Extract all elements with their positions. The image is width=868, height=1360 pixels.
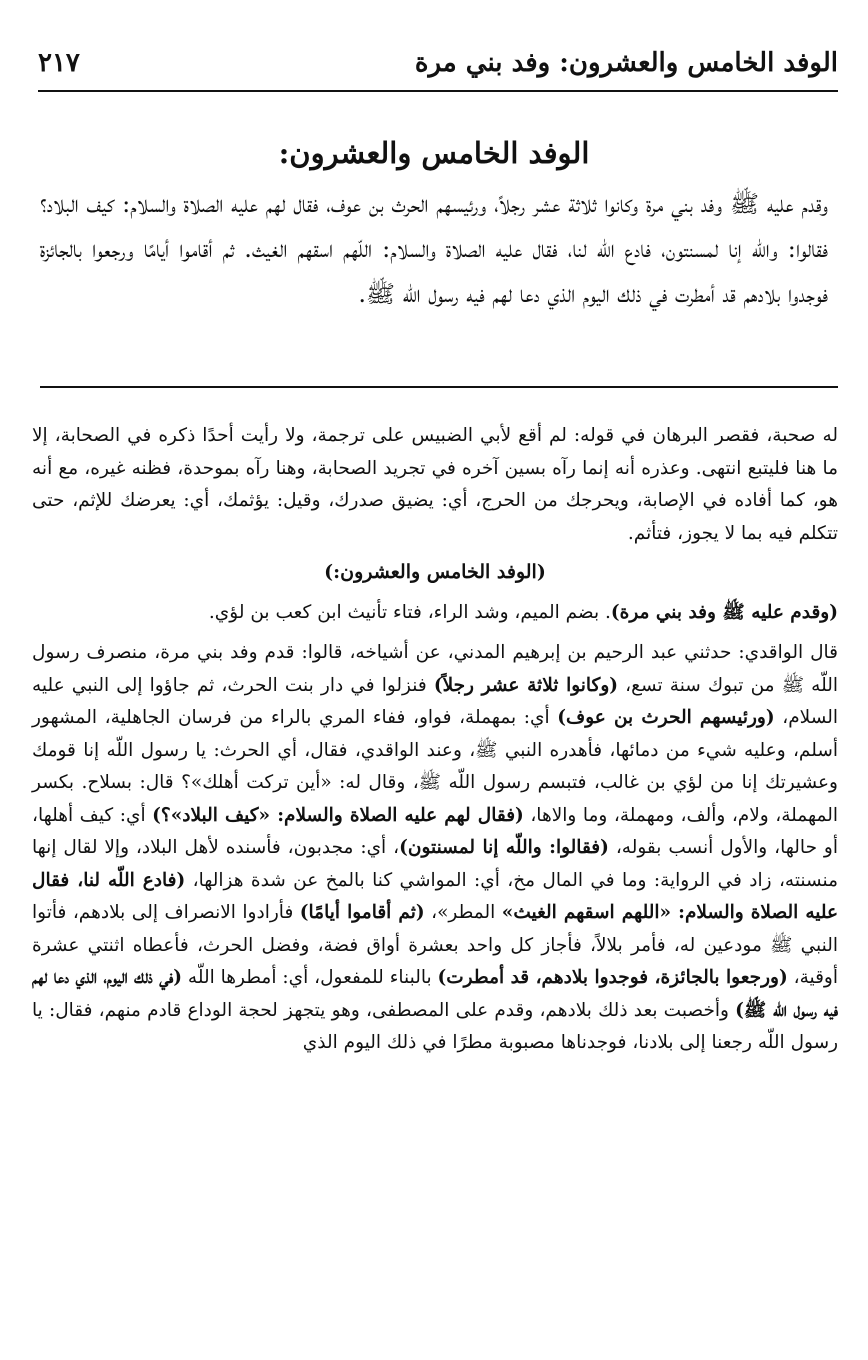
text-run: أي: كيف أهلها، أو حالها، والأول أنسب بقوله،: [32, 804, 839, 858]
commentary-block: [32, 420, 838, 1066]
commentary-paragraph-main: [32, 637, 838, 1060]
main-text-block: [40, 130, 828, 317]
lemma-quote: (ثم أقاموا أيامًا): [299, 902, 425, 923]
commentary-lemma-line: [32, 597, 838, 630]
text-run: وأخصبت بعد ذلك بلادهم، وقدم على المصطفى، وهو يتجهز لحجة الوداع قادم منهم، فقال: يا رسول اللّه رجعنا إلى بلادنا، فوجدناها مصبوبة مطرًا في ذلك اليوم الذي: [32, 999, 838, 1053]
lemma-explanation: . بضم الميم، وشد الراء، فتاء تأنيث ابن كعب بن لؤي.: [208, 601, 611, 623]
lemma-quote: (في ذلك اليوم، الذي دعا لهم فيه رسول اللّه ﷺ): [32, 967, 839, 1021]
lemma-quote: (فقال لهم عليه الصلاة والسلام: «كيف البلاد»؟): [152, 804, 524, 826]
running-title: الوفد الخامس والعشرون: وفد بني مرة: [414, 48, 838, 78]
commentary-paragraph: له صحبة، فقصر البرهان في قوله: لم أقع لأبي الضبيس على ترجمة، ولا رأيت أحدًا ذكره في الصحابة، إلا ما هنا فليتبع انتهى. وعذره أنه إنما رآه بسين آخره في تجريد الصحابة، وهنا رآه بموحدة، فظنه غيره، مع أنه هو، كما أفاده في الإصابة، ويحرجك من الحرج، أي: يضيق صدرك، وقيل: يؤثمك، أي: يعرضك للإثم، حتى تتكلم فيه بما لا يجوز، فتأثم.: [32, 425, 838, 544]
lemma-quote: (ورجعوا بالجائزة، فوجدوا بلادهم، قد أمطرت): [437, 967, 788, 988]
main-text-paragraph: وقدم عليه ﷺ وفد بني مرة وكانوا ثلاثة عشر رجلاً، ورئيسهم الحرث بن عوف، فقال لهم عليه الصلاة والسلام: كيف البلاد؟ فقالوا: والله إنا لمسنتون، فادع الله لنا، فقال عليه الصلاة والسلام: اللّهم اسقهم الغيث. ثم أقاموا أيامًا ورجعوا بالجائزة فوجدوا بلادهم قد أمطرت في ذلك اليوم الذي دعا لهم فيه رسول الله ﷺ.: [40, 190, 828, 308]
commentary-heading: (الوفد الخامس والعشرون:): [324, 561, 546, 583]
lemma-quote: (فادع اللّه لنا، فقال عليه الصلاة والسلام: «اللهم اسقهم الغيث»: [32, 869, 838, 923]
lemma-quote: (وقدم عليه ﷺ وفد بني مرة): [610, 601, 838, 623]
text-run: فنزلوا في دار بنت الحرث، ثم جاؤوا إلى النبي عليه السلام،: [32, 674, 838, 728]
text-run: بالبناء للمفعول، أي: أمطرها اللّه: [182, 967, 438, 988]
lemma-quote: (فقالوا: واللّه إنا لمسنتون): [399, 837, 609, 858]
page-header: [38, 34, 838, 92]
section-divider: [40, 386, 838, 388]
text-run: المطر»،: [424, 902, 502, 923]
text-run: قال الواقدي: حدثني عبد الرحيم بن إبرهيم المدني، عن أشياخه، قالوا: قدم وفد بني مرة، منصرف رسول اللّه ﷺ من تبوك سنة تسع،: [32, 642, 838, 696]
text-run: ، أي: مجدبون، فأسنده لأهل البلاد، وإلا لقال إنها منسنته، زاد في الرواية: وما في المال مخ، أي: المواشي كنا بالمخ عن شدة هزالها،: [32, 837, 838, 891]
page-number: ٢١٧: [38, 48, 80, 78]
text-run: أي: بمهملة، فواو، ففاء المري بالراء من فرسان الجاهلية، المشهور أسلم، وعليه شيء من دمائها، فأهدره النبي ﷺ، وعند الواقدي، فقال، أي الحرث: يا رسول اللّه إنا قومك وعشيرتك إنا من لؤي بن غالب، فتبسم رسول اللّه ﷺ، وقال له: «أين تركت أهلك»؟ قال: بسلاح. بكسر المهملة، ولام، وألف، ومهملة، وما والاها،: [32, 707, 838, 826]
lemma-quote: (ورئيسهم الحرث بن عوف): [557, 707, 775, 728]
section-heading: الوفد الخامس والعشرون:: [278, 136, 590, 170]
text-run: فأرادوا الانصراف إلى بلادهم، فأتوا النبي ﷺ مودعين له، فأمر بلالاً، فأجاز كل واحد بعشرة أواق فضة، وفضل الحرث، فأعطاه اثنتي عشرة أوقية،: [32, 902, 838, 988]
lemma-quote: (وكانوا ثلاثة عشر رجلاً): [433, 674, 619, 696]
